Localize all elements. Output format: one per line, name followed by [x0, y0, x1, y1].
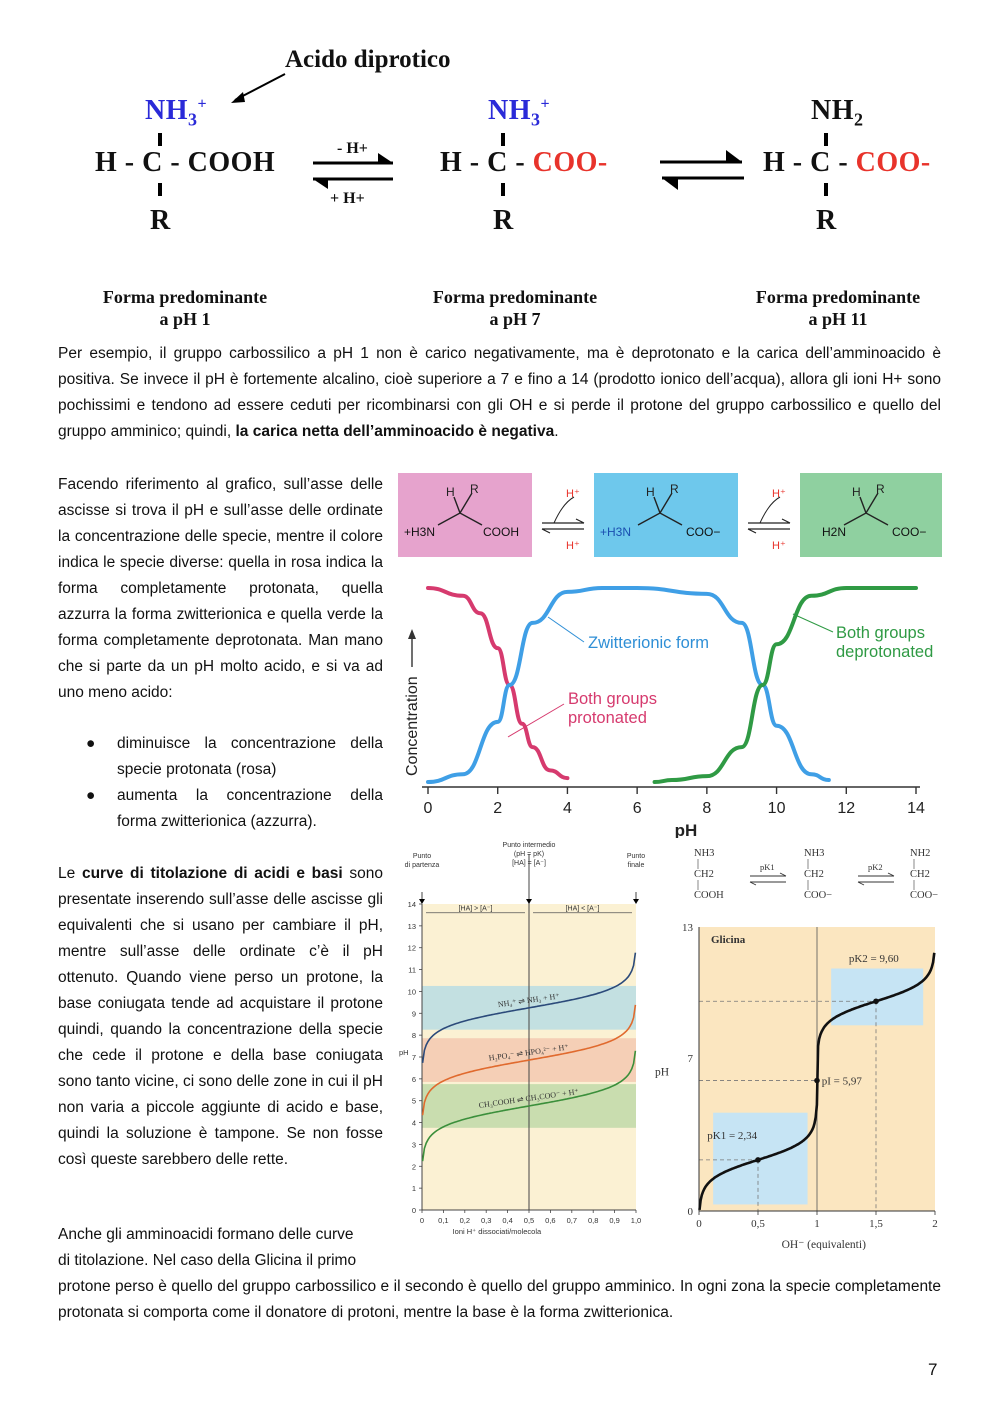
glycine-titration-chart [650, 838, 945, 1250]
bond-bottom [158, 183, 162, 196]
paragraph-2: Facendo riferimento al grafico, sull’asse delle ascisse si trova il pH e sull’asse delle ordinate la concentrazione delle specie, mentre il colore indica le specie diverse: quella in rosa indica la forma completamente protonata, quella azzurra la forma zwitterionica e quella verde la forma completamente deprotonata. Man mano che si parte da un pH molto acido, e si va ad uno meno acido: [58, 476, 383, 701]
species-2-left: +H3N [600, 525, 632, 539]
x-tick-label: 1 [814, 1218, 820, 1230]
x-tick-label: 0 [696, 1218, 702, 1230]
form-2 [440, 95, 640, 240]
r-group: R [493, 205, 514, 236]
species-concentration-chart [398, 582, 946, 838]
midpoint-label: Punto intermedio [502, 842, 556, 849]
y-tick-label: 14 [407, 900, 416, 909]
x-axis-label: pH [674, 821, 698, 838]
arrow1-label-bottom: + H+ [330, 190, 365, 207]
svg-text:R: R [670, 482, 679, 496]
svg-text:H⁺: H⁺ [772, 540, 786, 552]
species-1-left: +H3N [404, 525, 436, 539]
x-tick-label: 1,0 [630, 1216, 642, 1225]
x-tick-label: 0,2 [459, 1216, 471, 1225]
x-tick-label: 0,1 [438, 1216, 449, 1225]
x-tick-label: 0,7 [566, 1216, 578, 1225]
pk2-buffer-box [831, 969, 923, 1026]
region-right-label: [HA] < [A⁻] [565, 905, 600, 913]
species-1-atom: COOH [694, 890, 724, 901]
y-tick-label: 13 [682, 922, 693, 934]
diprotic-acid-diagram [60, 40, 960, 340]
structure-skeletons [398, 473, 942, 557]
paragraph-4-line1: Anche gli amminoacidi formano delle curve [58, 1226, 354, 1243]
x-tick-label: 0,3 [480, 1216, 492, 1225]
species-2-right: COO− [686, 525, 721, 539]
carbon-chain: H - C - COOH [95, 147, 276, 178]
y-tick-label: 3 [411, 1140, 416, 1150]
leader-deprotonated [793, 614, 833, 632]
pi-label: pI = 5,97 [821, 1075, 862, 1088]
r-group: R [150, 205, 171, 236]
list-item: ● diminuisce la concentrazione della specie protonata (rosa) [86, 735, 383, 778]
label-deprotonated-1: Both groups [836, 624, 925, 642]
paragraph-3: Le curve di titolazione di acidi e basi sono presentate inserendo sull’asse delle ascisse gli equivalenti che si usano per cambiare il pH, mentre sull’asse delle ordinate c’è il pH ottenuto. Quando viene perso un protone, la base coniugata tende ad acquistare il protone quindi, quando la concentrazione della specie che cede il protone e della base coniugata sono tanto vicine, ci sono delle zone in cui il pH non varia a piccole aggiunte di acido e base, quindi la soluzione è tampone. Se non fosse così queste sarebbero delle rette. [58, 865, 384, 1168]
x-tick-label: 1,5 [869, 1218, 883, 1230]
amino-group: $NH_2$ [811, 95, 864, 130]
bond-top [158, 133, 162, 146]
species-3-left: H2N [822, 525, 847, 539]
species-1-atom: NH3 [694, 848, 715, 859]
species-3-right: COO− [892, 525, 927, 539]
equilibrium-arrow-2 [658, 146, 746, 192]
species-2-atom: CH2 [804, 869, 824, 880]
bullet-list [58, 731, 383, 835]
species-structures [398, 473, 942, 557]
y-tick-label: 9 [411, 1009, 416, 1019]
titration-curves-chart [395, 838, 650, 1250]
y-axis-label: pH [399, 1047, 409, 1057]
svg-text:H: H [446, 485, 455, 499]
r-group: R [816, 205, 837, 236]
amino-group: $NH_3^+$ [488, 95, 551, 130]
svg-text:H⁺: H⁺ [566, 488, 580, 500]
form-2-label: Forma predominante a pH 7 [432, 287, 598, 329]
species-2-atom: NH3 [804, 848, 825, 859]
region-left-label: [HA] > [A⁻] [458, 905, 493, 913]
y-tick-label: 6 [411, 1074, 416, 1084]
x-tick-label: 0,9 [609, 1216, 620, 1225]
equilibrium-label-2: H₂PO₄⁻ ⇌ HPO₄²⁻ + H⁺ [488, 1042, 570, 1063]
equilibrium-arrow-icon-2 [858, 873, 894, 885]
x-tick-label: 0,6 [545, 1216, 556, 1225]
x-tick-label: 0,5 [523, 1216, 535, 1225]
carbon-chain: H - C - COO- [763, 147, 931, 178]
species-3-atom: CH2 [910, 869, 930, 880]
form-1 [95, 95, 295, 240]
carbon-chain: H - C - COO- [440, 147, 608, 178]
label-deprotonated-2: deprotonated [836, 643, 934, 661]
x-tick-label: 0 [419, 1216, 425, 1225]
x-tick-label: 4 [562, 800, 572, 817]
y-tick-label: 1 [411, 1184, 416, 1194]
x-tick-label: 0,8 [587, 1216, 599, 1225]
y-tick-label: 0 [411, 1206, 416, 1215]
y-axis-label: Concentration [404, 676, 421, 776]
mid-arrow-icon [526, 899, 532, 904]
paragraph-1: Per esempio, il gruppo carbossilico a pH 1 non è carico negativamente, ma è deprotonato e la carica dell’amminoacido è positiva. Se invece il pH è fortemente alcalino, cioè superiore a 7 e fino a 14 (prodotto ionico dell’acqua), allora gli ioni H+ sono pochissimi e tendono ad essere ceduti per ricombinarsi con gli OH e si perde il protone del gruppo carbossilico e quello del gruppo amminico; quindi, la carica netta dell’amminoacido è negativa. [58, 345, 941, 440]
bond-top [824, 133, 828, 146]
svg-text:H⁺: H⁺ [772, 488, 786, 500]
midpoint-label: (pH = pK) [513, 851, 545, 858]
y-tick-label: 2 [411, 1162, 416, 1172]
x-tick-label: 10 [767, 800, 786, 817]
page-number: 7 [928, 1360, 938, 1379]
x-tick-label: 12 [837, 800, 856, 817]
y-axis-label: pH [655, 1066, 670, 1079]
pk2-label: pK2 = 9,60 [848, 952, 899, 965]
arrow1-label-top: - H+ [337, 140, 368, 157]
y-tick-label: 12 [407, 943, 416, 953]
label-protonated-2: protonated [568, 709, 647, 727]
species-1-atom: CH2 [694, 869, 714, 880]
form-3-label: Forma predominante a pH 11 [755, 287, 921, 329]
y-tick-label: 13 [407, 921, 416, 931]
x-tick-label: 2 [493, 800, 503, 817]
form-3 [763, 95, 963, 240]
x-tick-label: 0,4 [502, 1216, 513, 1225]
x-tick-label: 6 [632, 800, 642, 817]
start-label: di partenza [404, 862, 440, 869]
species-2-atom: COO− [804, 890, 833, 901]
bond-top [501, 133, 505, 146]
equilibrium-arrow-icon-1 [750, 873, 786, 885]
y-tick-label: 11 [408, 965, 416, 975]
paragraph-4-rest: protone perso è quello del gruppo carbossilico e il secondo è quello del gruppo amminico. In ogni zona la specie completamente protonata si comporta come il donatore di protoni, mentre la base è la forma zwitterionica. [58, 1278, 941, 1321]
paragraph-4-line2: di titolazione. Nel caso della Glicina il primo [58, 1252, 357, 1269]
x-tick-label: 0,5 [751, 1218, 765, 1230]
series-line-3 [655, 588, 916, 782]
y-tick-label: 7 [687, 1053, 693, 1066]
y-tick-label: 4 [411, 1118, 416, 1128]
species-1-right: COOH [483, 525, 519, 539]
pk1-arrow-label: pK1 [760, 862, 775, 872]
end-label: Punto [626, 853, 646, 860]
svg-text:H: H [646, 485, 655, 499]
x-axis-label: OH⁻ (equivalenti) [781, 1239, 866, 1250]
y-tick-label: 8 [411, 1031, 416, 1041]
x-tick-label: 14 [907, 800, 925, 817]
x-axis-label: Ioni H⁺ dissociati/molecola [452, 1227, 542, 1236]
y-tick-label: 5 [411, 1096, 416, 1106]
leader-zwitterionic [548, 617, 584, 642]
label-protonated-1: Both groups [568, 690, 657, 708]
pk1-label: pK1 = 2,34 [707, 1129, 758, 1142]
point-1 [755, 1157, 761, 1163]
y-axis-arrow-icon [408, 629, 416, 639]
y-tick-label: 7 [411, 1053, 416, 1062]
series-line-2 [428, 588, 829, 782]
label-zwitterionic: Zwitterionic form [588, 634, 710, 652]
midpoint-label: [HA] = [A⁻] [512, 860, 546, 867]
start-arrow-icon [419, 899, 425, 904]
bond-bottom [824, 183, 828, 196]
chart-title: Glicina [711, 934, 746, 946]
equilibrium-label-1: NH₄⁺ ⇌ NH₃ + H⁺ [497, 991, 561, 1010]
end-label: finale [627, 862, 645, 869]
svg-text:R: R [470, 482, 479, 496]
species-3-atom: NH2 [910, 848, 931, 859]
pk2-arrow-label: pK2 [868, 862, 883, 872]
x-tick-label: 2 [932, 1218, 938, 1230]
svg-text:R: R [876, 482, 885, 496]
list-item: ● aumenta la concentrazione della forma zwitterionica (azzurra). [86, 787, 383, 830]
svg-text:H: H [852, 485, 861, 499]
svg-text:H⁺: H⁺ [566, 540, 580, 552]
form-1-label: Forma predominante a pH 1 [102, 287, 268, 329]
x-tick-label: 8 [702, 800, 712, 817]
x-tick-label: 0 [423, 800, 433, 817]
y-tick-label: 0 [687, 1206, 693, 1218]
end-arrow-icon [633, 899, 639, 904]
species-3-atom: COO− [910, 890, 939, 901]
diagram-title: Acido diprotico [285, 46, 451, 73]
bond-bottom [501, 183, 505, 196]
amino-group: $NH_3^+$ [145, 95, 208, 130]
equilibrium-label-3: CH₃COOH ⇌ CH₃COO⁻ + H⁺ [478, 1087, 580, 1110]
point-3 [873, 998, 879, 1004]
point-2 [814, 1078, 820, 1084]
start-label: Punto [412, 853, 432, 860]
y-tick-label: 10 [407, 987, 416, 997]
